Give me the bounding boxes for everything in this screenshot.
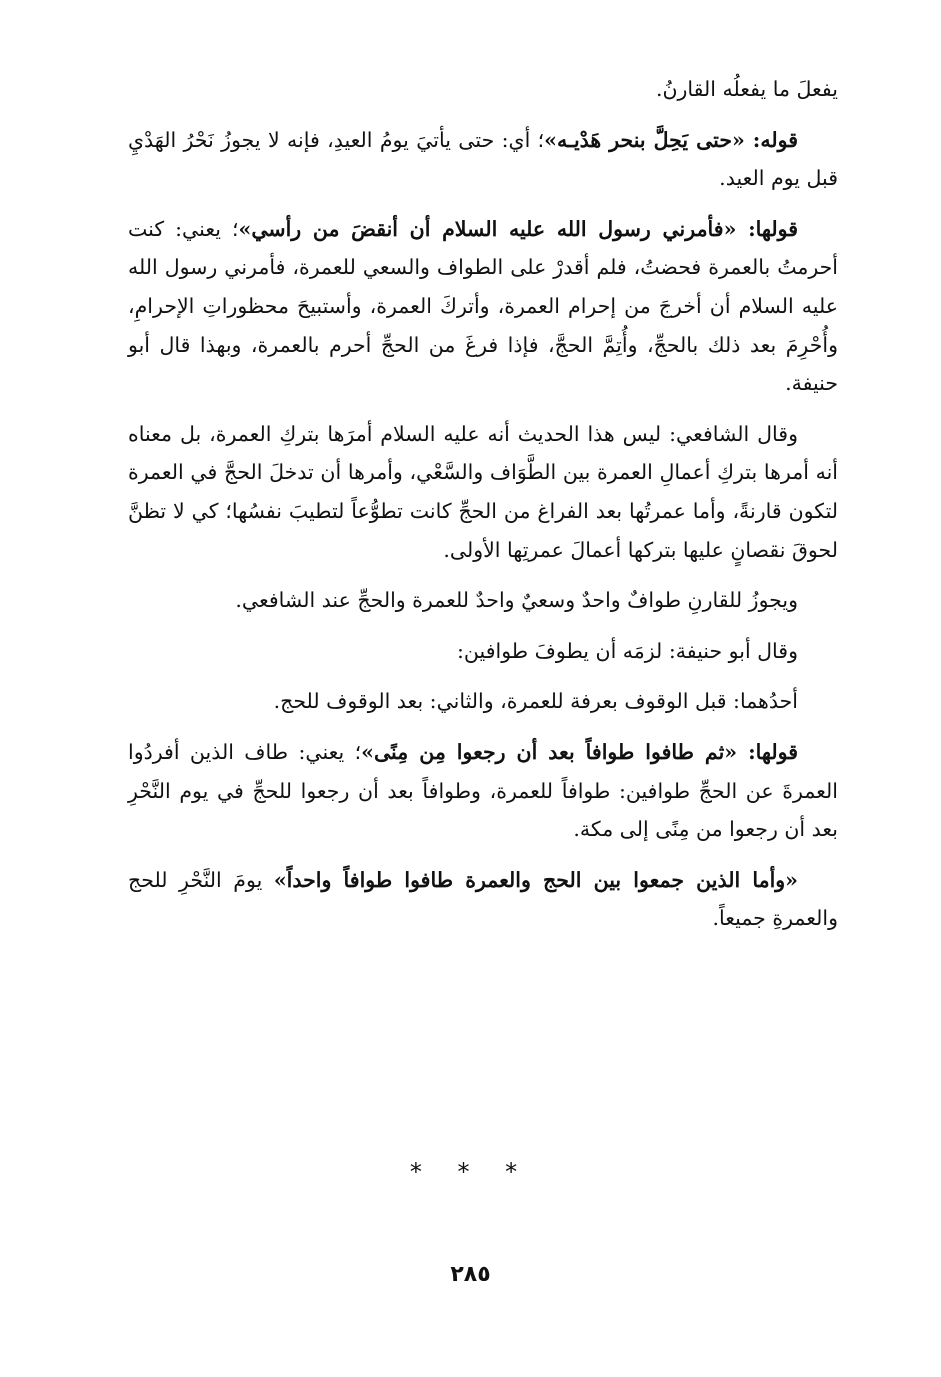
paragraph: [128, 581, 838, 620]
paragraph-text: ؛ أي: حتى يأتيَ يومُ العيدِ، فإنه لا يجوزُ نَحْرُ الهَدْيِ قبل يوم العيد.: [128, 127, 838, 191]
commentary-paragraph: [128, 210, 838, 403]
quoted-phrase: قولها: «فأمرني رسول الله عليه السلام أن أنقضَ من رأسي»: [238, 216, 798, 241]
paragraph-text: وقال أبو حنيفة: لزمَه أن يطوفَ طوافين:: [457, 638, 798, 663]
paragraph-text: ؛ يعني: طاف الذين أفردُوا العمرةَ عن الحجِّ طوافين: طوافاً للعمرة، وطوافاً بعد أن رجعوا للحجِّ في يوم النَّحْرِ بعد أن رجعوا من مِنًى إلى مكة.: [128, 739, 838, 842]
paragraph: [128, 415, 838, 569]
paragraph-text: أحدُهما: قبل الوقوف بعرفة للعمرة، والثاني: بعد الوقوف للحج.: [273, 689, 798, 714]
paragraph-continuation: [128, 70, 838, 109]
commentary-paragraph: [128, 733, 838, 849]
paragraph: [128, 682, 838, 721]
section-separator: * * *: [409, 1158, 532, 1186]
paragraph-text: يومَ النَّحْرِ للحج والعمرةِ جميعاً.: [128, 867, 838, 931]
paragraph: [128, 632, 838, 671]
quoted-phrase: قولها: «ثم طافوا طوافاً بعد أن رجعوا مِن مِنًى»: [361, 739, 798, 764]
commentary-paragraph: [128, 861, 838, 938]
commentary-paragraph: [128, 121, 838, 198]
paragraph-text: يفعلَ ما يفعلُه القارنُ.: [655, 77, 838, 101]
paragraph-text: وقال الشافعي: ليس هذا الحديث أنه عليه السلام أمرَها بتركِ العمرة، بل معناه أنه أمرها بتركِ أعمالِ العمرة بين الطَّوَاف والسَّعْي، وأمرها أن تدخلَ الحجَّ في العمرة لتكون قارنةً، وأما عمرتُها بعد الفراغ من الحجِّ كانت تطوُّعاً لتطيبَ نفسُها؛ كي لا تظنَّ لحوقَ نقصانٍ عليها بتركها أعمالَ عمرتِها الأولى.: [128, 421, 838, 562]
body-text: [128, 70, 838, 950]
quoted-phrase: قوله: «حتى يَحِلَّ بنحر هَدْيـه»: [544, 127, 798, 152]
paragraph-text: ؛ يعني: كنت أحرمتُ بالعمرة فحضتُ، فلم أقدرْ على الطواف والسعي للعمرة، فأمرني رسول الله عليه السلام أن أخرجَ من إحرام العمرة، وأتركَ العمرة، وأستبيحَ محظوراتِ الإحرامِ، وأُحْرِمَ بعد ذلك بالحجِّ، وأُتِمَّ الحجَّ، فإذا فرغَ من الحجِّ أحرم بالعمرة، وبهذا قال أبو حنيفة.: [128, 216, 838, 396]
quoted-phrase: «وأما الذين جمعوا بين الحج والعمرة طافوا طوافاً واحداً»: [273, 867, 798, 892]
paragraph-text: ويجوزُ للقارنِ طوافٌ واحدٌ وسعيٌ واحدٌ للعمرة والحجِّ عند الشافعي.: [235, 588, 798, 613]
page-number: ٢٨٥: [450, 1262, 491, 1287]
